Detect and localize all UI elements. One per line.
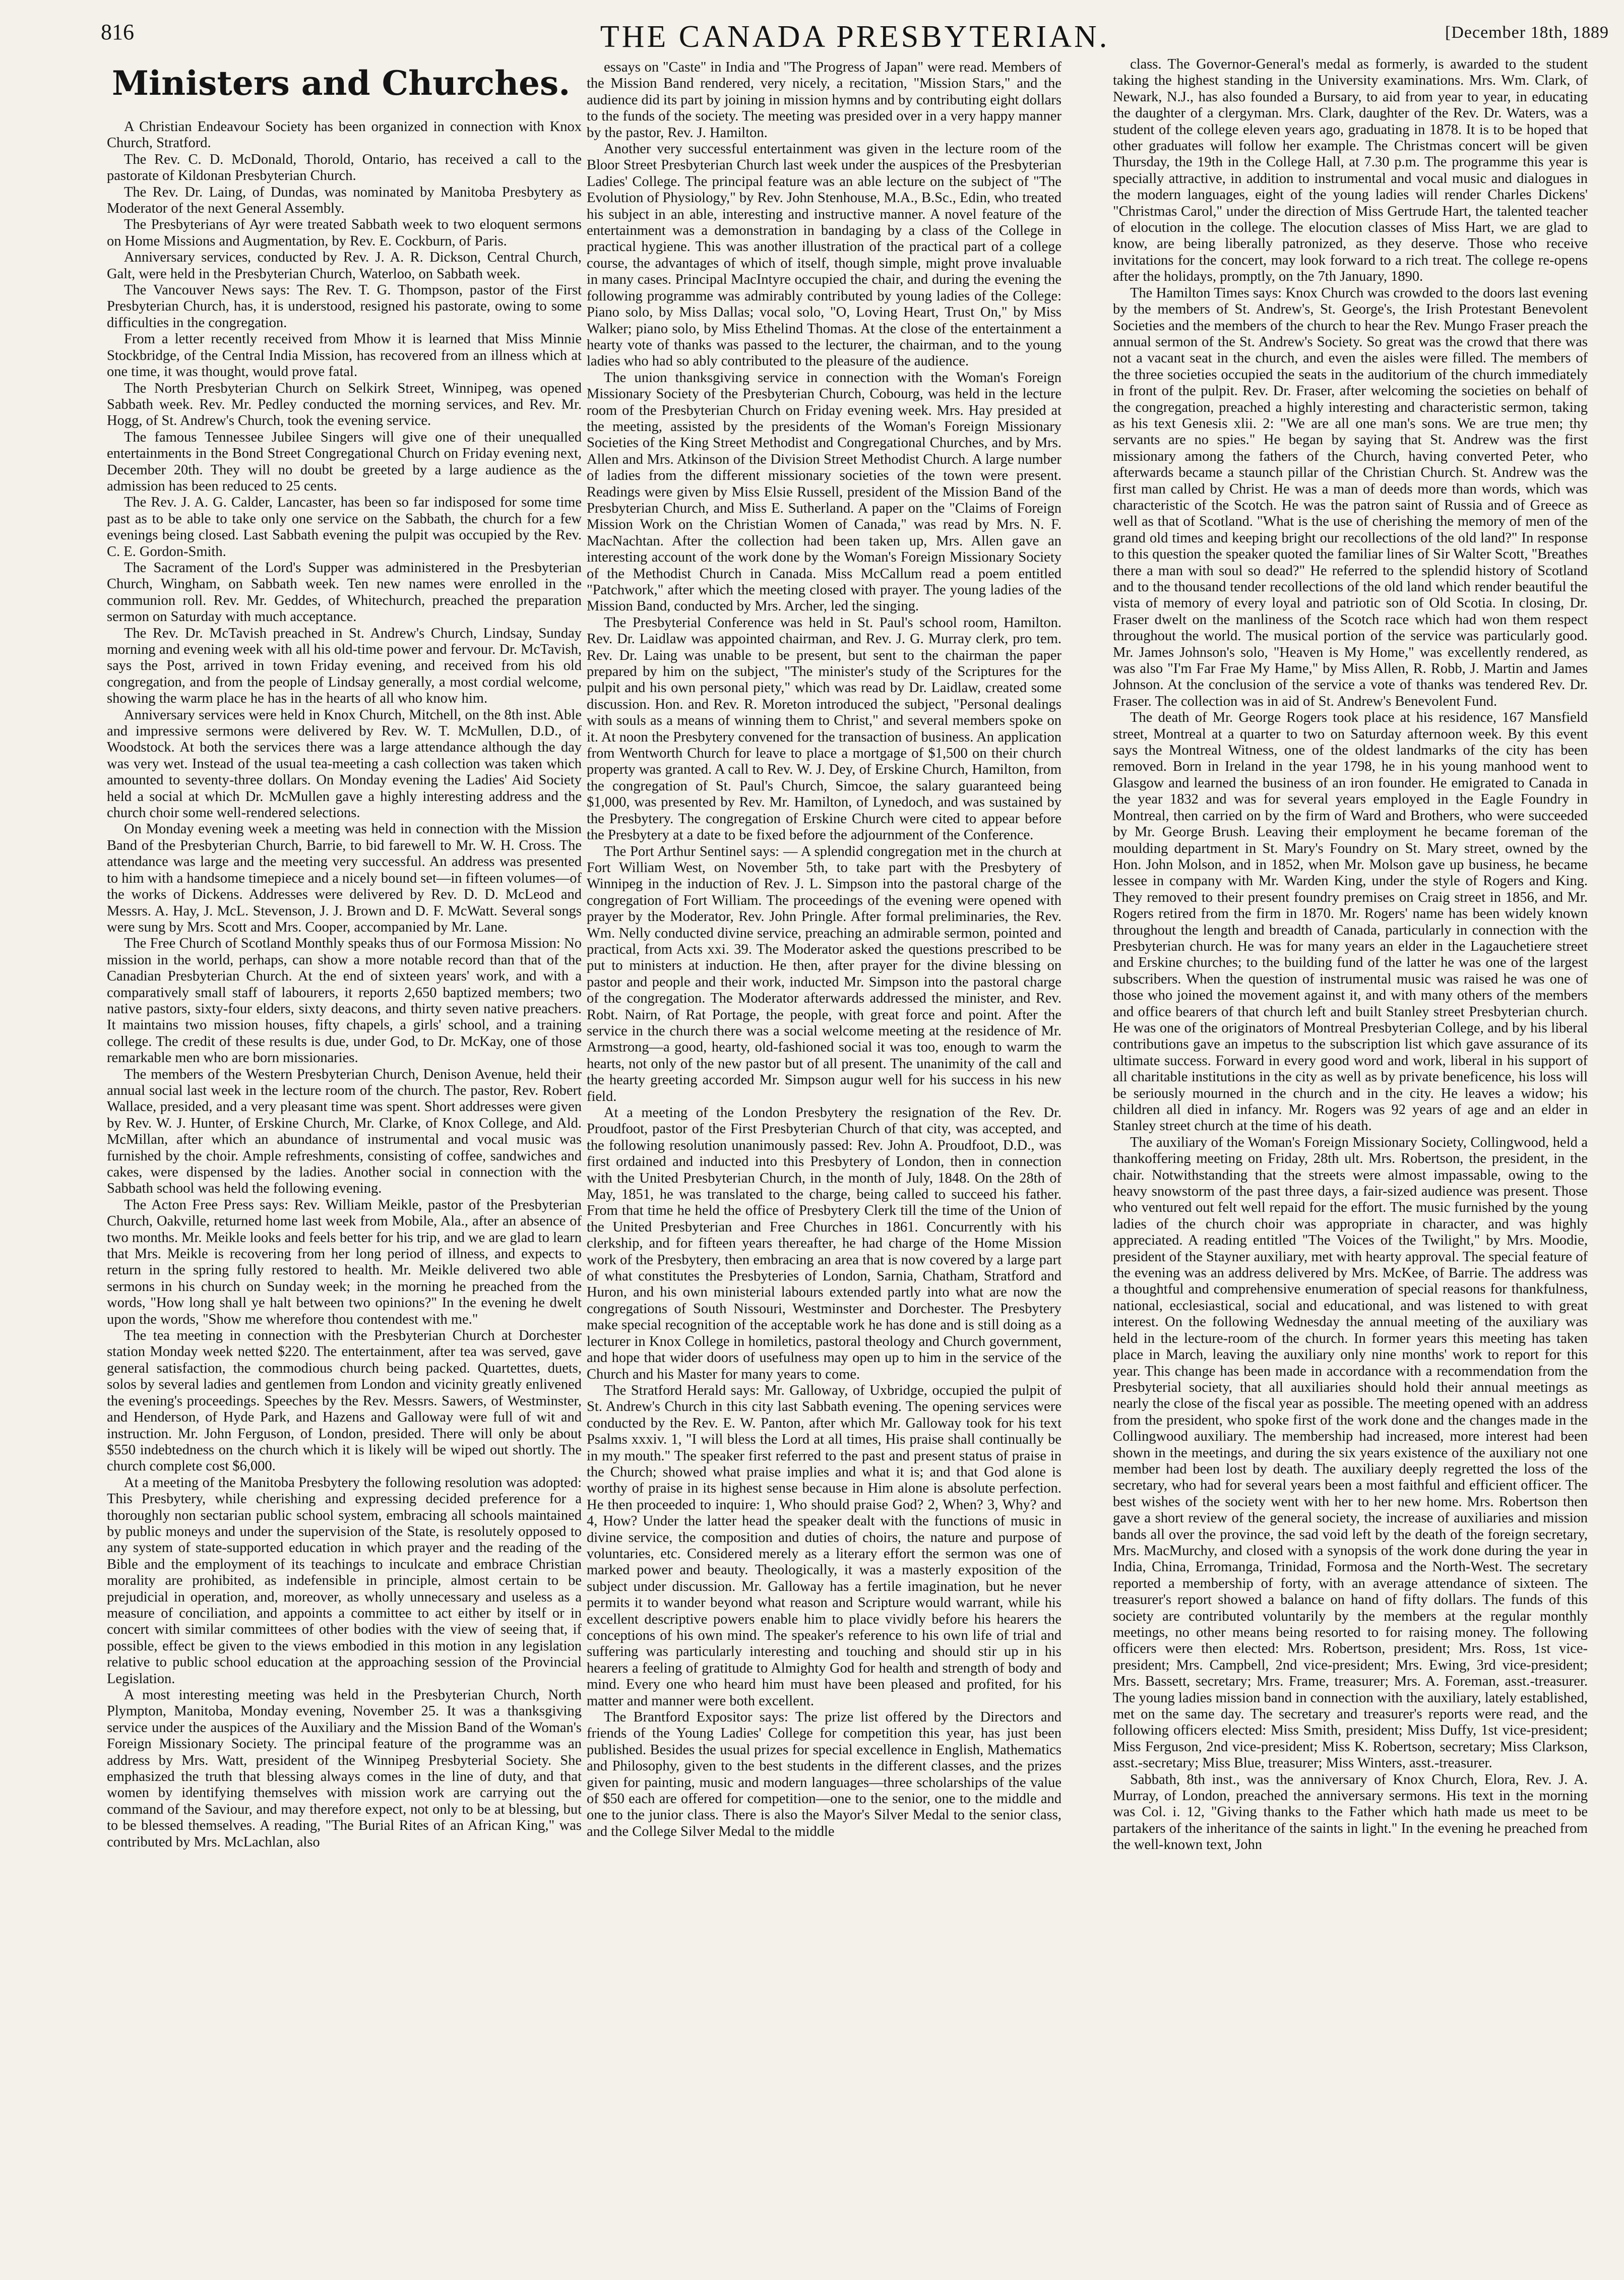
news-paragraph: The Rev. Dr. McTavish preached in St. Andrew's Church, Lindsay, Sunday morning and evening week with all his old-time power and fervour. Dr. McTavish, says the Post, arrived in town Friday evening, and received from his old congregation, and from the people of Lindsay generally, a most cordial welcome, showing the warm place he has in the hearts of all who know him.	[107, 625, 582, 707]
column-1	[107, 60, 582, 2278]
news-paragraph: From a letter recently received from Mhow it is learned that Miss Minnie Stockbridge, of the Central India Mission, has recovered from an illness which at one time, it was thought, would prove fatal.	[107, 331, 582, 380]
news-paragraph: The Vancouver News says: The Rev. T. G. Thompson, pastor of the First Presbyterian Church, has, it is understood, resigned his pastorate, owing to some difficulties in the congregation.	[107, 282, 582, 331]
news-paragraph: Another very successful entertainment was given in the lecture room of the Bloor Street Presbyterian Church last week under the auspices of the Presbyterian Ladies' College. The principal feature was an able lecture on the subject of "The Evolution of Physiology," by Rev. John Stenhouse, M.A., B.Sc., Edin, who treated his subject in an able, interesting and instructive manner. A novel feature of the entertainment was a demonstration in bandaging by a class of the College in practical hygiene. This was another illustration of the practical part of a college course, the advantages of which of itself, though simple, might prove invaluable in many cases. Principal MacIntyre occupied the chair, and during the evening the following programme was admirably contributed by young ladies of the College: Piano solo, by Miss Dallas; vocal solo, "O, Loving Heart, Trust On," by Miss Walker; piano solo, by Miss Ethelind Thomas. At the close of the entertainment a hearty vote of thanks was passed to the lecturer, the chairman, and to the young ladies who had so ably contributed to the pleasure of the audience.	[587, 141, 1061, 369]
news-paragraph: A Christian Endeavour Society has been organized in connection with Knox Church, Stratford.	[107, 119, 582, 151]
news-paragraph: The Sacrament of the Lord's Supper was administered in the Presbyterian Church, Wingham, on Sabbath week. Ten new names were enrolled in the communion roll. Rev. Mr. Geddes, of Whitechurch, preached the preparation sermon on Saturday with much acceptance.	[107, 560, 582, 625]
news-paragraph: class. The Governor-General's medal as formerly, is awarded to the student taking the highest standing in the University examinations. Mrs. Wm. Clark, of Newark, N.J., has also founded a Bursary, to aid from year to year, in educating the daughter of a clergyman. Mrs. Clark, daughter of the Rev. Dr. Waters, was a student of the college eleven years ago, graduating in 1878. It is to be hoped that other graduates will follow her example. The Christmas concert will be given Thursday, the 19th in the College Hall, at 7.30 p.m. The programme this year is specially attractive, in addition to instrumental and vocal music and dialogues in the modern languages, eight of the young ladies will render Charles Dickens' "Christmas Carol," under the direction of Miss Gertrude Hart, the talented teacher of elocution in the college. The elocution classes of Miss Hart, we are glad to know, are being liberally patronized, as they deserve. Those who receive invitations for the concert, may look forward to a rich treat. The college re-opens after the holidays, promptly, on the 7th January, 1890.	[1113, 56, 1588, 285]
news-paragraph: On Monday evening week a meeting was held in connection with the Mission Band of the Presbyterian Church, Barrie, to bid farewell to Mr. W. H. Cross. The attendance was large and the meeting very successful. An address was presented to him with a handsome timepiece and a nicely bound set—in fifteen volumes—of the works of Dickens. Addresses were delivered by Rev. D. D. McLeod and Messrs. A. Hay, J. McL. Stevenson, J. J. Brown and D. F. McWatt. Several songs were sung by Mrs. Scott and Mrs. Cooper, accompanied by Mr. Lane.	[107, 821, 582, 935]
news-paragraph: essays on "Caste" in India and "The Progress of Japan" were read. Members of the Mission Band rendered, very nicely, a recitation, "Mission Stars," and the audience did its part by joining in mission hymns and by contributing eight dollars to the funds of the society. The meeting was presided over in a very happy manner by the pastor, Rev. J. Hamilton.	[587, 59, 1061, 141]
column-2	[587, 59, 1061, 2277]
column-1-body	[107, 119, 582, 1851]
news-paragraph: The famous Tennessee Jubilee Singers will give one of their unequalled entertainments in the Bond Street Congregational Church on Friday evening next, December 20th. They will no doubt be greeted by a large audience as the admission has been reduced to 25 cents.	[107, 429, 582, 494]
news-paragraph: Anniversary services, conducted by Rev. J. A. R. Dickson, Central Church, Galt, were held in the Presbyterian Church, Waterloo, on Sabbath week.	[107, 250, 582, 282]
news-paragraph: The Presbyterial Conference was held in St. Paul's school room, Hamilton. Rev. Dr. Laidlaw was appointed chairman, and Rev. J. G. Murray clerk, pro tem. Rev. Dr. Laing was unable to be present, but sent to the chairman the paper prepared by him on the subject, "The minister's study of the Scriptures for the pulpit and his own personal piety," which was read by Dr. Laidlaw, created some discussion. Hon. and Rev. R. Moreton introduced the subject, "Personal dealings with souls as a means of winning them to Christ," and several members spoke on it. At noon the Presbytery convened for the transaction of business. An application from Wentworth Church for leave to place a mortgage of $1,500 on their church property was granted. A call to Rev. W. J. Dey, of Erskine Church, Hamilton, from the congregation of St. Paul's Church, Simcoe, the salary guaranteed being $1,000, was presented by Rev. Mr. Hamilton, of Lynedoch, and was sustained by the Presbytery. The congregation of Erskine Church were cited to appear before the Presbytery at a date to be fixed before the adjournment of the Conference.	[587, 614, 1061, 843]
news-paragraph: The Rev. C. D. McDonald, Thorold, Ontario, has received a call to the pastorate of Kildonan Presbyterian Church.	[107, 151, 582, 184]
news-paragraph: The Hamilton Times says: Knox Church was crowded to the doors last evening by the members of St. Andrew's, St. George's, the Irish Protestant Benevolent Societies and the members of the church to hear the Rev. Mungo Fraser preach the annual sermon of the St. Andrew's Society. So great was the crowd that there was not a vacant seat in the church, and even the aisles were filled. The members of the three societies occupied the seats in the auditorium of the church immediately in front of the pulpit. Rev. Dr. Fraser, after welcoming the societies on behalf of the congregation, preached a highly interesting and characteristic sermon, taking as his text Genesis xlii. 2: "We are all one man's sons. We are true men; thy servants are no spies." He began by saying that St. Andrew was the first missionary among the fathers of the Church, having converted Peter, who afterwards became a staunch pillar of the Christian Church. St. Andrew was the first man called by Christ. He was a man of deeds more than words, which was characteristic of the Scotch. He was the patron saint of Russia and of Greece as well as that of Scotland. "What is the use of cherishing the memory of men of the grand old times and keeping bright our recollections of the old land?" In response to this question the speaker quoted the familiar lines of Sir Walter Scott, "Breathes there a man with soul so dead?" He referred to the splendid history of Scotland and to the thousand tender recollections of the old land which render beautiful the vista of memory of every loyal and patriotic son of Old Scotia. In closing, Dr. Fraser dwelt on the manliness of the Scotch race which had won them respect throughout the world. The musical portion of the service was particularly good. Mr. James Johnson's solo, "Heaven is My Home," was excellently rendered, as was also "I'm Far Frae My Hame," by Miss Allen, R. Robb, J. Martin and James Johnson. At the conclusion of the service a vote of thanks was tendered Rev. Dr. Fraser. The collection was in aid of St. Andrew's Benevolent Fund.	[1113, 285, 1588, 709]
news-paragraph: The death of Mr. George Rogers took place at his residence, 167 Mansfield street, Montreal at a quarter to two on Saturday afternoon week. By this event says the Montreal Witness, one of the oldest landmarks of the city has been removed. Born in Ireland in the year 1798, he in his young manhood went to Glasgow and learned the business of an iron founder. He emigrated to Canada in the year 1832 and was for several years employed in the Eagle Foundry in Montreal, then carried on by the firm of Ward and Brothers, who were succeeded by Mr. George Brush. Leaving their employment he became foreman of the moulding department in St. Mary's Foundry on St. Mary street, owned by the Hon. John Molson, and in 1852, when Mr. Molson gave up business, he became lessee in company with Mr. Warden King, under the style of Rogers and King. They removed to their present foundry premises on Craig street in 1856, and Mr. Rogers retired from the firm in 1870. Mr. Rogers' name has been widely known throughout the length and breadth of Canada, particularly in connection with the Presbyterian church. He was for many years an elder in the Lagauchetiere street and Erskine churches; to the building fund of the latter he was one of the largest subscribers. When the question of instrumental music was raised he was one of those who joined the movement against it, and with many others of the members and office bearers of that church left and built Stanley street Presbyterian church. He was one of the originators of Montreal Presbyterian College, and by his liberal contributions gave an impetus to the subscription list which gave assurance of its ultimate success. Forward in every good word and work, liberal in his support of all charitable institutions in the city as well as by private beneficence, his loss will be seriously mourned in the church and in the city. He leaves a widow; his children all died in infancy. Mr. Rogers was 92 years of age and an elder in Stanley street church at the time of his death.	[1113, 710, 1588, 1134]
news-paragraph: Sabbath, 8th inst., was the anniversary of Knox Church, Elora, Rev. J. A. Murray, of London, preached the anniversary sermons. His text in the morning was Col. i. 12, "Giving thanks to the Father which hath made us meet to be partakers of the inheritance of the saints in light." In the evening he preached from the well-known text, John	[1113, 1771, 1588, 1853]
news-paragraph: The members of the Western Presbyterian Church, Denison Avenue, held their annual social last week in the lecture room of the church. The pastor, Rev. Robert Wallace, presided, and a very pleasant time was spent. Short addresses were given by Rev. W. J. Hunter, of Erskine Church, Mr. Clarke, of Knox College, and Ald. McMillan, after which an abundance of instrumental and vocal music was furnished by the choir. Ample refreshments, consisting of coffee, sandwiches and cakes, were dispensed by the ladies. Another social in connection with the Sabbath school was held the following evening.	[107, 1066, 582, 1197]
news-paragraph: The Acton Free Press says: Rev. William Meikle, pastor of the Presbyterian Church, Oakville, returned home last week from Mobile, Ala., after an absence of two months. Mr. Meikle looks and feels better for his trip, and we are glad to learn that Mrs. Meikle is recovering from her long period of illness, and expects to return in the spring fully restored to health. Mr. Meikle delivered two able sermons in his church on Sunday week; in the morning he preached from the words, "How long shall ye halt between two opinions?" In the evening he dwelt upon the words, "Show me wherefore thou contendest with me."	[107, 1197, 582, 1327]
news-paragraph: The Free Church of Scotland Monthly speaks thus of our Formosa Mission: No mission in the world, perhaps, can show a more notable record than that of the Canadian Presbyterian Church. At the end of sixteen years' work, and with a comparatively small staff of labourers, it reports 2,650 baptized members; two native pastors, sixty-four elders, sixty deacons, and thirty seven native preachers. It maintains two mission houses, fifty chapels, a girls' school, and a training college. The credit of these results is due, under God, to Dr. McKay, one of those remarkable men who are born missionaries.	[107, 936, 582, 1066]
news-paragraph: The Stratford Herald says: Mr. Galloway, of Uxbridge, occupied the pulpit of St. Andrew's Church in this city last Sabbath evening. The opening services were conducted by the Rev. E. W. Panton, after which Mr. Galloway took for his text Psalms xxxiv. 1, "I will bless the Lord at all times, His praise shall continually be in my mouth." The speaker first referred to the past and present status of praise in the Church; showed what praise implies and what it is; and that God alone is worthy of praise in its highest sense because in Him alone is absolute perfection. He then proceeded to inquire: 1, Who should praise God? 2, When? 3, Why? and 4, How? Under the latter head the speaker dealt with the functions of music in divine service, the composition and duties of choirs, the nature and purpose of voluntaries, etc. Considered merely as a literary effort the sermon was one of marked power and beauty. Theologically, it was a masterly exposition of the subject under discussion. Mr. Galloway has a fertile imagination, but he never permits it to wander beyond what reason and Scripture would warrant, while his excellent descriptive powers enable him to place vividly before his hearers the conceptions of his own mind. The speaker's reference to his own life of trial and suffering was particularly interesting and touching and should stir up in his hearers a feeling of gratitude to Almighty God for health and strength of body and mind. Every one who heard him must have been pleased and profited, for his matter and manner were both excellent.	[587, 1382, 1061, 1709]
column-3	[1113, 56, 1588, 2274]
news-paragraph: The tea meeting in connection with the Presbyterian Church at Dorchester station Monday week netted $220. The entertainment, after tea was served, gave general satisfaction, the commodious church being packed. Quartettes, duets, solos by several ladies and gentlemen from London and vicinity greatly enlivened the evening's proceedings. Speeches by the Rev. Messrs. Sawers, of Westminster, and Henderson, of Hyde Park, and Hazens and Galloway were full of wit and instruction. Mr. John Ferguson, of London, presided. There will only be about $550 indebtedness on the church which it is likely will be wiped out shortly. The church complete cost $6,000.	[107, 1328, 582, 1474]
news-paragraph: The Rev. Dr. Laing, of Dundas, was nominated by Manitoba Presbytery as Moderator of the next General Assembly.	[107, 184, 582, 217]
section-heading: Ministers and Churches.	[112, 64, 571, 103]
news-paragraph: Anniversary services were held in Knox Church, Mitchell, on the 8th inst. Able and impressive sermons were delivered by Rev. W. T. McMullen, D.D., of Woodstock. At both the services there was a large attendance although the day was very wet. Instead of the usual tea-meeting a cash collection was taken which amounted to seventy-three dollars. On Monday evening the Ladies' Aid Society held a social at which Dr. McMullen gave a highly interesting address and the church choir some well-rendered selections.	[107, 707, 582, 821]
news-paragraph: At a meeting of the London Presbytery the resignation of the Rev. Dr. Proudfoot, pastor of the First Presbyterian Church of that city, was accepted, and the following resolution unanimously passed: Rev. John A. Proudfoot, D.D., was first ordained and inducted into this Presbytery of London, then in connection with the United Presbyterian Church, in the month of July, 1848. On the 28th of May, 1851, he was translated to the charge, being called to succeed his father. From that time he held the office of Presbytery Clerk till the time of the Union of the United Presbyterian and Free Churches in 1861. Concurrently with his clerkship, and for fifteen years thereafter, he had charge of the Home Mission work of the Presbytery, then embracing an area that is now covered by a large part of what constitutes the Presbyteries of London, Sarnia, Chatham, Stratford and Huron, and his own ministerial labours extended partly into what are now the congregations of South Nissouri, Westminster and Dorchester. The Presbytery make special recognition of the acceptable work he has done and is still doing as a lecturer in Knox College in homiletics, pastoral theology and Church government, and hope that wider doors of usefulness may open up to him in the service of the Church and his Master for many years to come.	[587, 1105, 1061, 1382]
news-paragraph: The union thanksgiving service in connection with the Woman's Foreign Missionary Society of the Presbyterian Church, Cobourg, was held in the lecture room of the Presbyterian Church on Friday evening week. Mrs. Hay presided at the meeting, assisted by the presidents of the Woman's Foreign Missionary Societies of the King Street Methodist and Congregational Churches, and by Mrs. Allen and Mrs. Atkinson of the Division Street Methodist Church. A large number of ladies from the different missionary societies of the town were present. Readings were given by Miss Elsie Russell, president of the Mission Band of the Presbyterian Church, and Miss E. Sutherland. A paper on the "Claims of Foreign Mission Work on the Christian Women of Canada," was read by Mrs. N. F. MacNachtan. After the collection had been taken up, Mrs. Allen gave an interesting account of the work done by the Woman's Foreign Missionary Society of the Methodist Church in Canada. Miss McCallum read a poem entitled "Patchwork," after which the meeting closed with prayer. The young ladies of the Mission Band, conducted by Mrs. Archer, led the singing.	[587, 369, 1061, 614]
news-paragraph: The North Presbyterian Church on Selkirk Street, Winnipeg, was opened Sabbath week. Rev. Mr. Pedley conducted the morning services, and Rev. Mr. Hogg, of St. Andrew's Church, took the evening service.	[107, 380, 582, 429]
page-number: 816	[101, 20, 134, 44]
news-paragraph: The Brantford Expositor says: The prize list offered by the Directors and friends of the Young Ladies' College for competition this year, has just been published. Besides the usual prizes for special excellence in English, Mathematics and Philosophy, given to the best students in the different classes, and the prizes given for painting, music and modern languages—three scholarships of the value of $50 each are offered for competition—one to the senior, one to the middle and one to the junior class. There is also the Mayor's Silver Medal to the senior class, and the College Silver Medal to the middle	[587, 1709, 1061, 1839]
news-paragraph: The Presbyterians of Ayr were treated Sabbath week to two eloquent sermons on Home Missions and Augmentation, by Rev. E. Cockburn, of Paris.	[107, 217, 582, 249]
issue-date: [December 18th, 1889	[1445, 23, 1609, 42]
news-paragraph: The Port Arthur Sentinel says: — A splendid congregation met in the church at Fort William West, on November 5th, to take part with the Presbytery of Winnipeg in the induction of Rev. J. L. Simpson into the pastoral charge of the congregation of Fort William. The proceedings of the evening were opened with prayer by the Moderator, Rev. John Pringle. After formal preliminaries, the Rev. Wm. Nelly conducted divine service, preaching an admirable sermon, pointed and practical, from Acts xxi. 39. The Moderator asked the questions prescribed to be put to ministers at induction. He then, after prayer for the divine blessing on pastor and people and their work, inducted Mr. Simpson into the pastoral charge of the congregation. The Moderator afterwards addressed the minister, and Rev. Robt. Nairn, of Rat Portage, the people, with great force and point. After the service in the church there was a social welcome meeting at the residence of Mr. Armstrong—a good, hearty, old-fashioned social it was too, enough to warm the hearts, not only of the new pastor but of all present. The unanimity of the call and the hearty greeting accorded Mr. Simpson augur well for his success in his new field.	[587, 843, 1061, 1104]
column-2-body	[587, 59, 1061, 1840]
news-paragraph: At a meeting of the Manitoba Presbytery the following resolution was adopted: This Presbytery, while cherishing and expressing decided preference for a thoroughly non sectarian public school system, embracing all schools maintained by public moneys and under the supervision of the State, is resolutely opposed to any system of state-supported education in which prayer and the reading of the Bible and the employment of its teachings to inculcate and embrace Christian morality are prohibited, as indefensible in principle, almost certain to be prejudicial in operation, and, moreover, as wholly unnecessary and useless as a measure of conciliation, and appoints a committee to act either by itself or in concert with similar committees of other bodies with the view of seeing that, if possible, effect be given to the views embodied in this motion in any legislation relative to public school education at the approaching session of the Provincial Legislation.	[107, 1474, 582, 1687]
news-paragraph: The Rev. J. A. G. Calder, Lancaster, has been so far indisposed for some time past as to be able to take only one service on the Sabbath, the church for a few evenings being closed. Last Sabbath evening the pulpit was occupied by the Rev. C. E. Gordon-Smith.	[107, 495, 582, 560]
page-header	[101, 19, 1609, 59]
news-paragraph: A most interesting meeting was held in the Presbyterian Church, North Plympton, Manitoba, Monday evening, November 25. It was a thanksgiving service under the auspices of the Auxiliary and the Mission Band of the Woman's Foreign Missionary Society. The principal feature of the programme was an address by Mrs. Watt, president of the Winnipeg Presbyterial Society. She emphasized the truth that blessing always comes in the line of duty, and that women by identifying themselves with mission work are carrying out the command of the Saviour, and may therefore expect, not only to be at blessing, but to be blessed themselves. A reading, "The Burial Rites of an African King," was contributed by Mrs. McLachlan, also	[107, 1687, 582, 1850]
news-paragraph: The auxiliary of the Woman's Foreign Missionary Society, Collingwood, held a thankoffering meeting on Friday, 28th ult. Mrs. Robertson, the president, in the chair. Notwithstanding that the streets were almost impassable, owing to the heavy snowstorm of the past three days, a fair-sized audience was present. Those who ventured out felt well repaid for the effort. The music furnished by the young ladies of the church choir was appropriate in character, and was highly appreciated. A reading entitled "The Voices of the Twilight," by Mrs. Moodie, president of the Stayner auxiliary, met with hearty approval. The special feature of the evening was an address delivered by Mrs. McKee, of Barrie. The address was a thoughtful and comprehensive enumeration of special reasons for thankfulness, national, ecclesiastical, social and educational, and was listened to with great interest. On the following Wednesday the annual meeting of the auxiliary was held in the lecture-room of the church. In former years this meeting has taken place in March, leaving the auxiliary only nine months' work to report for this year. This change has been made in accordance with a recommendation from the Presbyterial society, that all auxiliaries should hold their annual meetings as nearly the close of the fiscal year as possible. The meeting opened with an address from the president, who spoke first of the work done and the changes made in the Collingwood auxiliary. The membership had increased, more interest had been shown in the meetings, and during the six years existence of the auxiliary not one member had been lost by death. The auxiliary deeply regretted the loss of the secretary, who had for several years been a most faithful and efficient officer. The best wishes of the society went with her to her new home. Mrs. Robertson then gave a short review of the general society, the increase of auxiliaries and mission bands all over the province, the sad void left by the death of the foreign secretary, Mrs. MacMurchy, and closed with a synopsis of the work done during the year in India, China, Erromanga, Trinidad, Formosa and the North-West. The secretary reported a membership of forty, with an average attendance of sixteen. The treasurer's report showed a balance on hand of fifty dollars. The funds of this society are contributed voluntarily by the members at the regular monthly meetings, no other means being resorted to for raising money. The following officers were then elected: Mrs. Robertson, president; Mrs. Ross, 1st vice-president; Mrs. Campbell, 2nd vice-president; Mrs. Ewing, 3rd vice-president; Mrs. Bassett, secretary; Mrs. Frame, treasurer; Mrs. A. Foreman, asst.-treasurer. The young ladies mission band in connection with the auxiliary, lately established, met on the same day. The secretary and treasurer's reports were read, and the following officers elected: Miss Smith, president; Miss Duffy, 1st vice-president; Miss Ferguson, 2nd vice-president; Miss K. Robertson, secretary; Miss Clarkson, asst.-secretary; Miss Blue, treasurer; Miss Winters, asst.-treasurer.	[1113, 1134, 1588, 1771]
column-3-body	[1113, 56, 1588, 1854]
page-title: THE CANADA PRESBYTERIAN.	[600, 20, 1110, 54]
